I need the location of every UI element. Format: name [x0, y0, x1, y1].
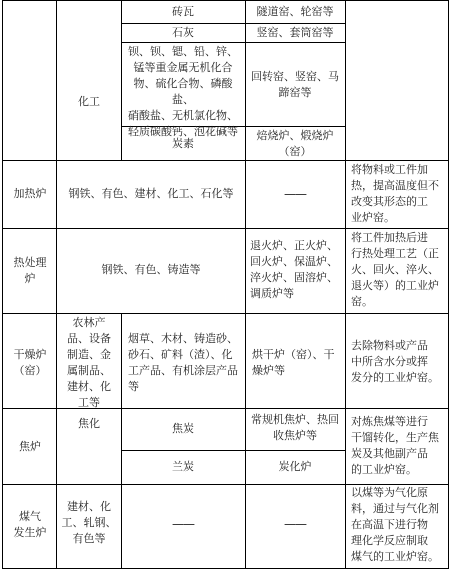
- product-cell: 焦炭: [172, 422, 194, 435]
- row-divider: [121, 450, 345, 451]
- furnace-cell: 隧道窑、轮窑等: [256, 5, 334, 18]
- furnace-cell: 常规机焦炉、热回 收焦炉等: [251, 413, 339, 442]
- product-cell: ——: [172, 517, 194, 531]
- product-cell: 兰炭: [172, 460, 194, 473]
- furnace-type-label: 焦炉: [19, 440, 41, 453]
- furnace-cell: 退火炉、正火炉、 回火炉、保温炉、 淬火炉、固溶炉、 调质炉等: [250, 239, 338, 300]
- industry-cell: 农林产 品、设备 制造、金 属制品、 建材、化 工等: [67, 316, 111, 409]
- industry-cell: 建材、化 工、轧钢、 有色等: [61, 500, 117, 545]
- column-divider: [345, 0, 346, 569]
- product-cell: 砖瓦: [172, 5, 194, 18]
- product-cell: 炭素: [172, 137, 194, 150]
- industry-cell: 钢铁、有色、铸造等: [101, 263, 201, 276]
- row-divider: [2, 313, 449, 314]
- furnace-type-label: 加热炉: [13, 187, 47, 200]
- furnace-cell: 炭化炉: [278, 460, 312, 473]
- product-cell: 烟草、木材、铸造砂、 砂石、矿料（渣）、化 工产品、有机涂层产品 等: [128, 332, 238, 393]
- furnace-type-label: 热处理 炉: [13, 256, 47, 285]
- definition-cell: 将工件加热后进 行热处理工艺（正 火、回火、淬火、 退火等）的工业炉 窑。: [351, 231, 439, 308]
- row-divider: [121, 23, 345, 24]
- column-divider: [121, 0, 122, 161]
- furnace-cell: 竖窑、套筒窑等: [256, 26, 334, 39]
- product-cell: 石灰: [172, 26, 194, 39]
- row-divider: [2, 160, 449, 161]
- row-divider: [2, 228, 449, 229]
- furnace-cell: ——: [284, 517, 306, 531]
- industry-cell: 钢铁、有色、建材、化工、石化等: [68, 187, 234, 200]
- furnace-cell: ——: [284, 187, 306, 201]
- definition-cell: 对炼焦煤等进行 干馏转化，生产焦 炭及其他副产品 的工业炉窑。: [351, 415, 439, 476]
- product-cell: 钡、钡、锶、铅、锌、 锰等重金属无机化合 物、硫化合物、磷酸盐、 硝酸盐、无机氯化物、 轻质碳酸钙、泡花碱等: [128, 45, 238, 138]
- industry-cell: 焦化: [78, 417, 100, 430]
- column-divider: [56, 0, 57, 569]
- furnace-cell: 烘干炉（窑）、干 燥炉等: [252, 348, 335, 377]
- furnace-type-label: 煤气 发生炉: [13, 510, 47, 539]
- definition-cell: 将物料或工件加 热，提高温度但不 改变其形态的工 业炉窑。: [351, 163, 439, 224]
- industry-label-chemical: 化工: [78, 95, 100, 108]
- furnace-type-label: 干燥炉 （窑）: [13, 348, 47, 377]
- column-divider: [245, 0, 246, 569]
- furnace-cell: 回转窑、竖窑、马 蹄窑等: [251, 70, 339, 99]
- furnace-cell: 焙烧炉、煅烧炉 （窑）: [256, 129, 334, 158]
- column-divider: [121, 313, 122, 569]
- row-divider: [121, 42, 345, 43]
- definition-cell: 去除物料或产品 中所含水分或挥 发分的工业炉窑。: [351, 339, 439, 384]
- definition-cell: 以煤等为气化原 料，通过与气化剂 在高温下进行物 理化学反应制取 煤气的工业炉窑。: [351, 486, 439, 563]
